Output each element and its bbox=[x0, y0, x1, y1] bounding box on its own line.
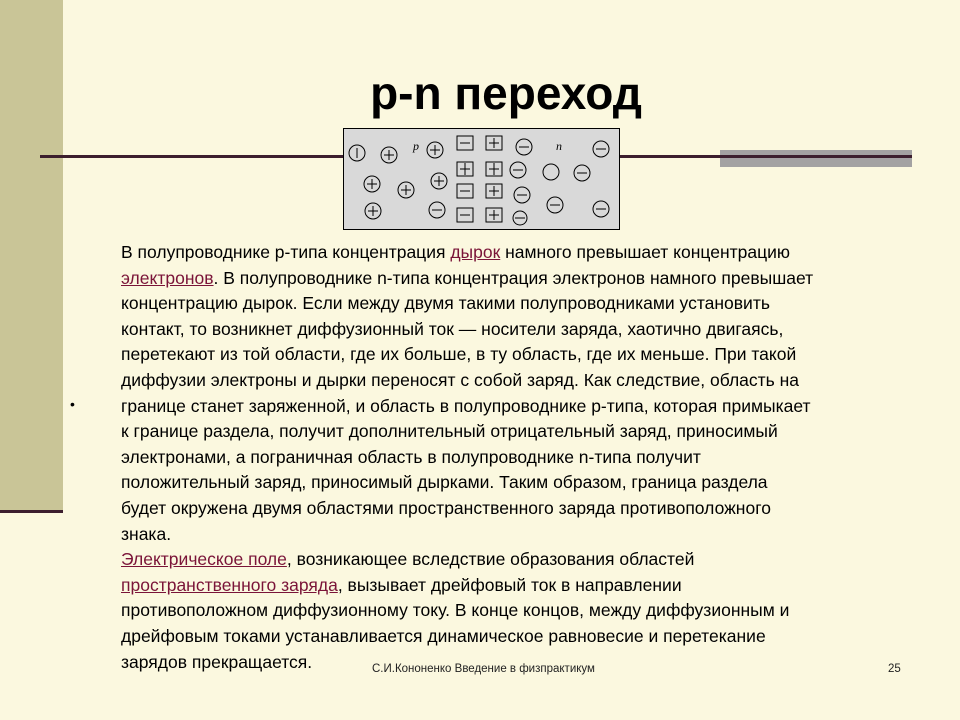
body-line: зарядов прекращается. bbox=[121, 651, 313, 672]
slide-title: p-n переход bbox=[370, 67, 642, 119]
label-n: n bbox=[556, 139, 562, 153]
diagram-frame bbox=[344, 129, 620, 230]
title-rule-left bbox=[40, 155, 344, 158]
link-electric-field[interactable]: Электрическое поле bbox=[121, 549, 287, 570]
body-line: концентрацию дырок. Если между двумя такими полупроводниками установить bbox=[121, 293, 770, 314]
link-electrons[interactable]: электронов bbox=[121, 267, 214, 288]
body-line: будет окружена двумя областями пространственного заряда противоположного bbox=[121, 497, 771, 518]
body-line: пространственного заряда, вызывает дрейфовый ток в направлении bbox=[121, 574, 682, 595]
body-line: положительный заряд, приносимый дырками. Таким образом, граница раздела bbox=[121, 472, 768, 493]
body-line: границе станет заряженной, и область в полупроводнике p-типа, которая примыкает bbox=[121, 395, 811, 416]
link-space-charge[interactable]: пространственного заряда bbox=[121, 574, 338, 595]
title-rule-accent-line bbox=[720, 155, 912, 158]
body-line: перетекают из той области, где их больше, в ту область, где их меньше. При такой bbox=[121, 344, 797, 365]
link-holes[interactable]: дырок bbox=[450, 242, 501, 262]
body-text bbox=[121, 240, 960, 675]
pn-junction-diagram bbox=[343, 128, 620, 230]
bullet-marker: • bbox=[70, 396, 75, 412]
body-line: противоположном диффузионному току. В конце концов, между диффузионным и bbox=[121, 600, 790, 621]
body-line: контакт, то возникнет диффузионный ток — носители заряда, хаотично двигаясь, bbox=[121, 318, 784, 339]
body-line: знака. bbox=[121, 523, 172, 544]
body-line: к границе раздела, получит дополнительный отрицательный заряд, приносимый bbox=[121, 421, 778, 442]
body-line: диффузии электроны и дырки переносят с собой заряд. Как следствие, область на bbox=[121, 369, 800, 390]
left-decor-line bbox=[0, 510, 63, 513]
body-line: электронов. В полупроводнике n-типа концентрация электронов намного превышает bbox=[121, 267, 814, 288]
body-line: В полупроводнике p-типа концентрация дырок намного превышает концентрацию bbox=[121, 242, 791, 262]
label-p: p bbox=[413, 139, 419, 153]
body-line: дрейфовым токами устанавливается динамическое равновесие и перетекание bbox=[121, 625, 766, 646]
footer-author: С.И.Кононенко Введение в физпрактикум bbox=[372, 663, 595, 675]
body-line: Электрическое поле, возникающее вследствие образования областей bbox=[121, 549, 695, 570]
body-line: электронами, а пограничная область в полупроводнике n-типа получит bbox=[121, 446, 701, 467]
page-number: 25 bbox=[888, 663, 901, 675]
